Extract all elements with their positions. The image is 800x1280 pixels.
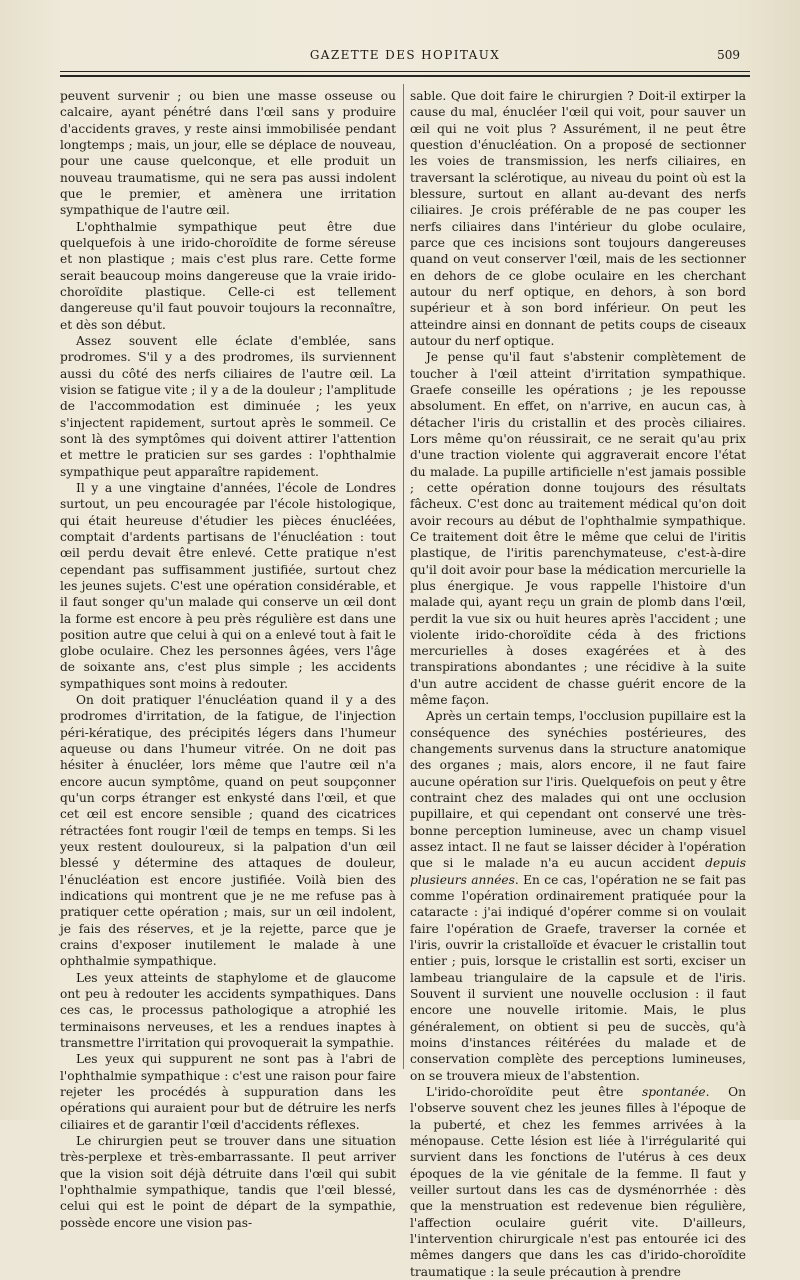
column-divider [403, 84, 404, 1069]
paragraph: On doit pratiquer l'énucléation quand il y a des prodromes d'irritation, de la fatigue, de l'injection péri-kératique, des précipités légers dans l'humeur aqueuse ou dans l'humeur vitrée. On ne doit pas hésiter à énucléer, lors même que l'autre œil n'a encore aucun symptôme, quand on peut soupçonner qu'un corps étranger est enkysté dans l'œil, et que cet œil est encore sensible ; quand des cicatrices rétractées font rougir l'œil de temps en temps. Si les yeux restent douloureux, si la palpation d'un œil blessé y détermine des attaques de douleur, l'énucléation est encore justifiée. Voilà bien des indications qui montrent que je ne me refuse pas à pratiquer cette opération ; mais, sur un œil indolent, je fais des réserves, et je la rejette, parce que je crains d'exposer inutilement le malade à une ophthalmie sympathique. [60, 693, 396, 969]
paragraph: L'ophthalmie sympathique peut être due quelquefois à une irido-choroïdite de forme séreuse et non plastique ; mais c'est plus rare. Cette forme serait beaucoup moins dangereuse que la vraie irido-choroïdite plastique. Celle-ci est tellement dangereuse qu'il faut pouvoir toujours la reconnaître, et dès son début. [60, 219, 396, 332]
paragraph: sable. Que doit faire le chirurgien ? Doit-il extirper la cause du mal, énucléer l'œil qui voit, pour sauver un œil qui ne voit plus ? Assurément, il ne peut être question d'énucléation. On a proposé de sectionner les voies de transmission, les nerfs ciliaires, en traversant la sclérotique, au niveau du point où est la blessure, surtout en allant au-devant des nerfs ciliaires. Je crois préférable de ne pas couper les nerfs ciliaires dans l'intérieur du globe oculaire, parce que ces incisions sont toujours dangereuses quand on veut conserver l'œil, mais de les sectionner en dehors de ce globe oculaire en les cherchant autour du nerf optique, en dehors, à son bord supérieur et à son bord inférieur. On peut les atteindre ainsi en donnant de petits coups de ciseaux autour du nerf optique. [410, 89, 746, 348]
text-run: . On l'observe souvent chez les jeunes filles à l'époque de la puberté, et chez les femmes arrivées à la ménopause. Cette lésion est liée à l'irrégularité qui survient dans les fonctions de l'utérus à ces deux époques de la vie génitale de la femme. Il faut y veiller surtout dans les cas de dysménorrhée : dès que la menstruation est redevenue bien régulière, l'affection oculaire guérit vite. D'ailleurs, l'intervention chirurgicale n'est pas entourée ici des mêmes dangers que dans les cas d'irido-choroïdite traumatique : la seule précaution à prendre [410, 1085, 746, 1279]
paragraph: Je pense qu'il faut s'abstenir complètement de toucher à l'œil atteint d'irritation sympathique. Graefe conseille les opérations ; je les repousse absolument. En effet, on n'arrive, en aucun cas, à détacher l'iris du cristallin et des procès ciliaires. Lors même qu'on réussirait, ce ne serait qu'au prix d'une traction violente qui aggraverait encore l'état du malade. La pupille artificielle n'est jamais possible ; cette opération donne toujours des résultats fâcheux. C'est donc au traitement médical qu'on doit avoir recours au début de l'ophthalmie sympathique. Ce traitement doit être le même que celui de l'iritis plastique, de l'iritis parenchymateuse, c'est-à-dire qu'il doit avoir pour base la médication mercurielle la plus énergique. Je vous rappelle l'histoire d'un malade qui, ayant reçu un grain de plomb dans l'œil, perdit la vue six ou huit heures après l'accident ; une violente irido-choroïdite céda à des frictions mercurielles à doses exagérées et à des transpirations abondantes ; une récidive à la suite d'un autre accident de chasse guérit encore de la même façon. [410, 350, 746, 708]
text-run: Après un certain temps, l'occlusion pupillaire est la conséquence des synéchies postérieures, des changements survenus dans la structure anatomique des organes ; mais, alors encore, il ne faut faire aucune opération sur l'iris. Quelquefois on peut y être contraint chez des malades qui ont une occlusion pupillaire, et qui cependant ont conservé une très-bonne perception lumineuse, avec un champ visuel assez intact. Il ne faut se laisser décider à l'opération que si le malade n'a eu aucun accident [410, 709, 746, 871]
paragraph: Le chirurgien peut se trouver dans une situation très-perplexe et très-embarrassante. Il peut arriver que la vision soit déjà détruite dans l'œil qui subit l'ophthalmie sympathique, tandis que l'œil blessé, celui qui est le point de départ de la sympathie, possède encore une vision pas- [60, 1134, 396, 1230]
emphasis: depuis plusieurs années [410, 856, 746, 887]
text-run: L'irido-choroïdite peut être [426, 1085, 642, 1100]
paragraph: Les yeux atteints de staphylome et de glaucome ont peu à redouter les accidents sympathiques. Dans ces cas, le processus pathologique a atrophié les terminaisons nerveuses, et les a rendues inaptes à transmettre l'irritation qui provoquerait la sympathie. [60, 970, 396, 1051]
page-number: 509 [717, 48, 740, 62]
page-header [60, 48, 750, 68]
header-rule-thin [60, 71, 750, 72]
paragraph [410, 708, 746, 1084]
paragraph: peuvent survenir ; ou bien une masse osseuse ou calcaire, ayant pénétré dans l'œil sans y produire d'accidents graves, y reste ainsi immobilisée pendant longtemps ; mais, un jour, elle se déplace de nouveau, pour une cause quelconque, et elle produit un nouveau traumatisme, qui ne sera pas aussi indolent que le premier, et amènera une irritation sympathique de l'autre œil. [60, 89, 396, 218]
paragraph: Il y a une vingtaine d'années, l'école de Londres surtout, un peu encouragée par l'école histologique, qui était heureuse d'étudier les pièces énucléées, comptait d'ardents partisans de l'énucléation : tout œil perdu devait être enlevé. Cette pratique n'est cependant pas suffisamment justifiée, surtout chez les jeunes sujets. C'est une opération considérable, et il faut songer qu'un malade qui conserve un œil dont la forme est encore à peu près régulière est dans une position autre que celui à qui on a enlevé tout à fait le globe oculaire. Chez les personnes âgées, vers l'âge de soixante ans, c'est plus simple ; les accidents sympathiques sont moins à redouter. [60, 480, 396, 691]
left-column [60, 88, 396, 1231]
header-rule-thick [60, 75, 750, 77]
emphasis: spontanée [641, 1085, 706, 1100]
paragraph [410, 1084, 746, 1280]
paragraph: Les yeux qui suppurent ne sont pas à l'abri de l'ophthalmie sympathique : c'est une raison pour faire rejeter les procédés à suppuration dans les opérations qui auraient pour but de détruire les nerfs ciliaires et de garantir l'œil d'accidents réflexes. [60, 1052, 396, 1132]
running-title: GAZETTE DES HOPITAUX [309, 48, 501, 62]
paragraph: Assez souvent elle éclate d'emblée, sans prodromes. S'il y a des prodromes, ils surviennent aussi du côté des nerfs ciliaires de l'autre œil. La vision se fatigue vite ; il y a de la douleur ; l'amplitude de l'accommodation est diminuée ; les yeux s'injectent rapidement, surtout après le sommeil. Ce sont là des symptômes qui doivent attirer l'attention et mettre le praticien sur ses gardes : l'ophthalmie sympathique peut apparaître rapidement. [60, 333, 396, 479]
text-run: . En ce cas, l'opération ne se fait pas comme l'opération ordinairement pratiquée pour la cataracte : j'ai indiqué d'opérer comme si on voulait faire l'opération de Graefe, traverser la cornée et l'iris, ouvrir la cristalloïde et évacuer le cristallin tout entier ; puis, lorsque le cristallin est sorti, exciser un lambeau triangulaire de la capsule et de l'iris. Souvent il survient une nouvelle occlusion : il faut encore une nouvelle iritomie. Mais, le plus généralement, on obtient si peu de succès, qu'à moins d'instances réitérées du malade et de conservation complète des perceptions lumineuses, on se trouvera mieux de l'abstention. [410, 872, 746, 1083]
right-column [410, 88, 746, 1280]
